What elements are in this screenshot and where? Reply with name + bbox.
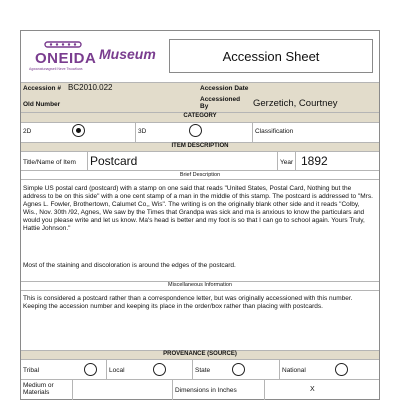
- dimensions-label: Dimensions in Inches: [175, 387, 237, 394]
- category-2d-radio[interactable]: [72, 124, 85, 137]
- accession-date-field[interactable]: [253, 83, 373, 93]
- medium-label: Medium or Materials: [23, 382, 54, 396]
- provenance-national-label: National: [282, 367, 306, 374]
- dimensions-separator: X: [310, 386, 315, 393]
- year-label: Year: [280, 159, 294, 166]
- brief-description-label: Brief Description: [179, 172, 221, 178]
- classification-label: Classification: [255, 128, 294, 135]
- old-number-label: Old Number: [23, 101, 61, 108]
- provenance-state-radio[interactable]: [232, 363, 245, 376]
- provenance-tribal-label: Tribal: [23, 367, 40, 374]
- provenance-local-label: Local: [109, 367, 125, 374]
- provenance-tribal-radio[interactable]: [84, 363, 97, 376]
- category-3d-radio[interactable]: [189, 124, 202, 137]
- item-description-heading: ITEM DESCRIPTION: [171, 143, 229, 149]
- medium-field[interactable]: [74, 381, 170, 397]
- provenance-state-label: State: [195, 367, 211, 374]
- oneida-logo: [29, 39, 99, 79]
- title-field[interactable]: Postcard: [90, 154, 138, 168]
- old-number-field[interactable]: [68, 99, 188, 109]
- year-field[interactable]: 1892: [301, 154, 328, 168]
- provenance-local-radio[interactable]: [153, 363, 166, 376]
- provenance-national-radio[interactable]: [335, 363, 348, 376]
- category-3d-label: 3D: [138, 128, 147, 135]
- classification-field[interactable]: [303, 124, 375, 138]
- sheet-title-box: [169, 39, 373, 73]
- brief-description-text[interactable]: Simple US postal card (postcard) with a stamp on one said that reads "United States, Postal Card, Nothing but the address to be on this side" with a one cent stamp of a man in the middle of this stamp. The postcard is addressed to "Mrs. Agnes L. Fowler, Brothertown, Calumet Co,, Wis". The writing is on the originally blank other side and it reads "Colby, Wis., Nov. 30th /92, Agnes, We saw by the Times that Grandpa was sick and ma is anxious to know the particulars and would you please write and let us know. Ma's head is better and my foot is so that I can go to school again. Yours Truly, Hattie Johnson.": [23, 185, 373, 232]
- provenance-heading: PROVENANCE (SOURCE): [163, 351, 237, 357]
- dimensions-field[interactable]: [266, 381, 376, 397]
- accessioned-by-field[interactable]: Gerzetich, Courtney: [253, 98, 338, 109]
- logo-tagline: Agwanatunagweli Neve Twuwikwa: [29, 67, 83, 71]
- logo-emblem-icon: [43, 39, 83, 49]
- accession-sheet: [20, 30, 380, 400]
- museum-label: Museum: [99, 46, 156, 62]
- sheet-title: Accession Sheet: [222, 49, 320, 64]
- accessioned-by-label: Accessioned By: [200, 96, 241, 110]
- category-heading: CATEGORY: [183, 113, 217, 119]
- logo-name: ONEIDA: [35, 50, 97, 67]
- category-2d-label: 2D: [23, 128, 32, 135]
- accession-number-label: Accession #: [23, 85, 61, 92]
- misc-info-text[interactable]: This is considered a postcard rather than a correspondence letter, but was originally accessioned with this number. Keeping the accession number and keeping its place in the order/box rather than placing with postcards.: [23, 295, 353, 310]
- title-label: Title/Name of Item: [23, 159, 76, 166]
- misc-info-label: Miscellaneous Information: [168, 282, 232, 288]
- brief-description-note[interactable]: Most of the staining and discoloration is around the edges of the postcard.: [23, 262, 236, 269]
- accession-number-field[interactable]: BC2010.022: [68, 83, 113, 92]
- accession-date-label: Accession Date: [200, 85, 249, 92]
